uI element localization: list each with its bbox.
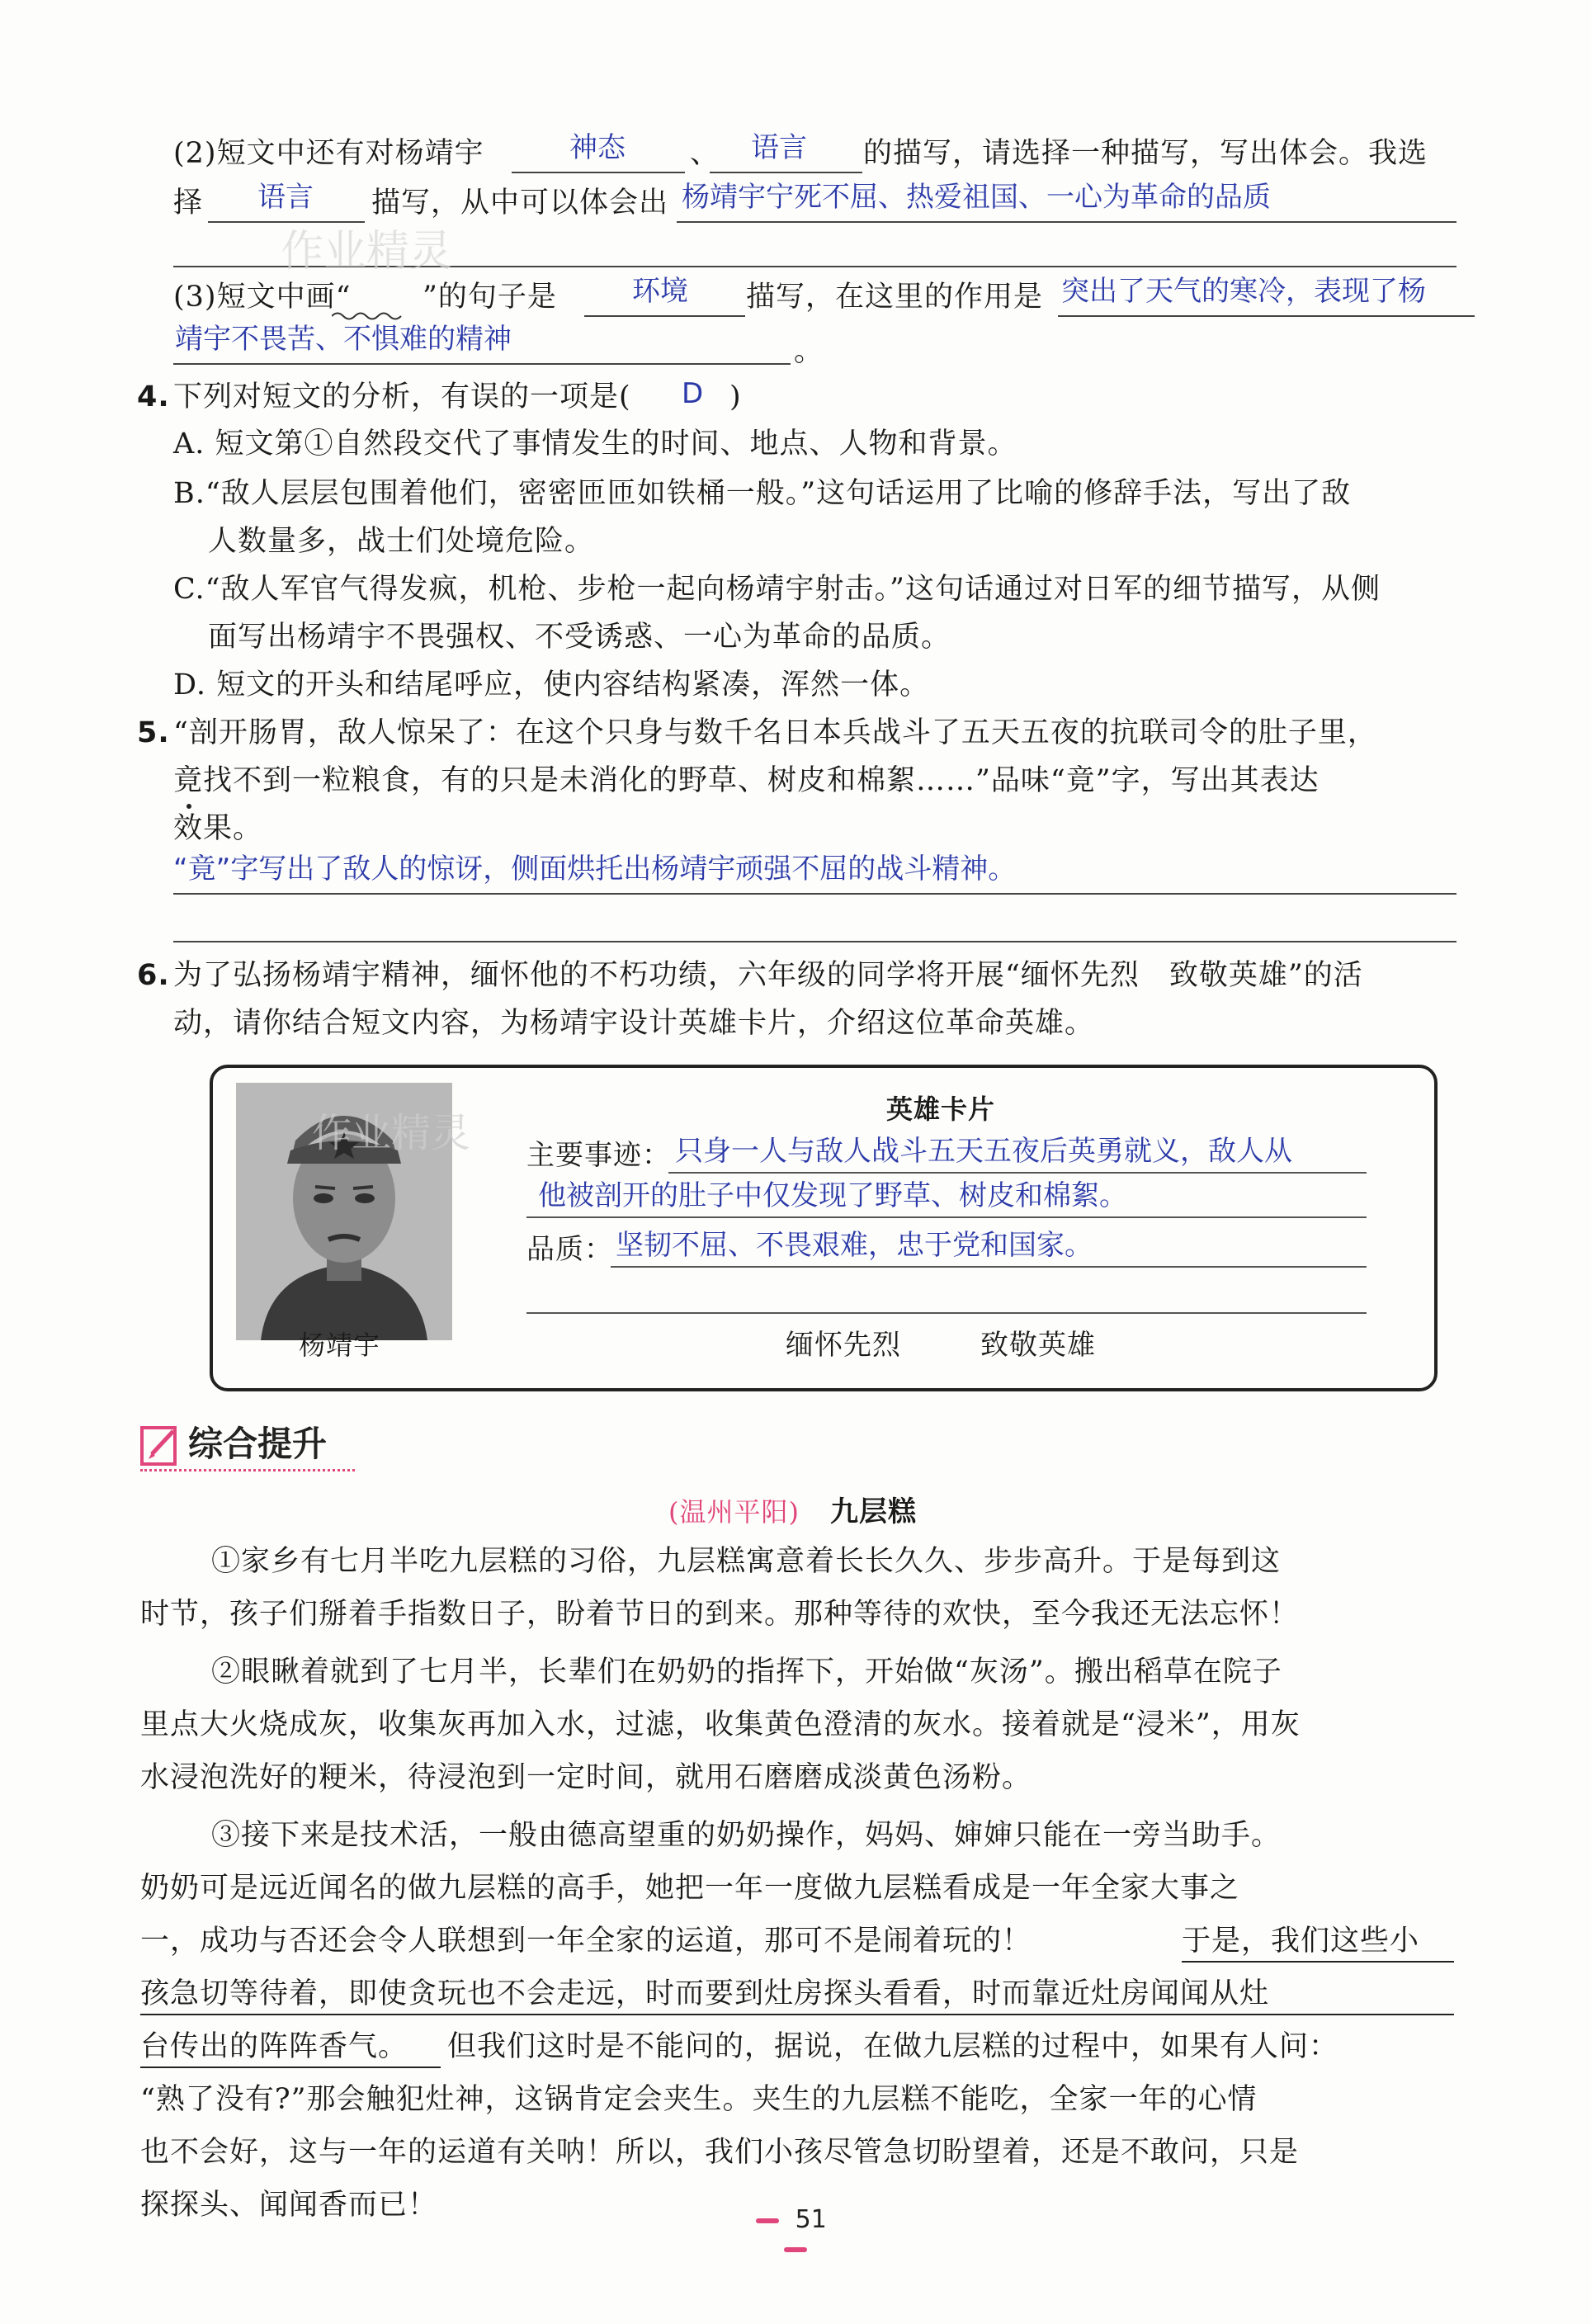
q4-option-c-cont: 面写出杨靖宇不畏强权、不受诱惑、一心为革命的品质。 — [208, 621, 951, 654]
card-footer-2: 致敬英雄 — [980, 1329, 1096, 1362]
q3-3-line1-b: ”的句子是 — [423, 281, 557, 314]
q5-line1: “剖开肠胃，敌人惊呆了：在这个只身与数千名日本兵战斗了五天五夜的抗联司令的肚子里， — [173, 716, 1377, 749]
q5-number: 5. — [137, 716, 170, 749]
section-title: 综合提升 — [188, 1424, 328, 1464]
quality-answer: 坚韧不屈、不畏艰难，忠于党和国家。 — [616, 1229, 1093, 1262]
passage-line: 但我们这时是不能问的，据说，在做九层糕的过程中，如果有人问： — [447, 2030, 1339, 2063]
answer-blank — [173, 893, 1456, 895]
q6-number: 6. — [137, 959, 170, 992]
answer-blank — [526, 1216, 1367, 1218]
passage-line: 也不会好，这与一年的运道有关呐！所以，我们小孩尽管急切盼望着，还是不敢问，只是 — [140, 2136, 1300, 2169]
quality-label: 品质： — [526, 1233, 613, 1266]
q4-answer: D — [682, 377, 704, 410]
passage-line: 时节，孩子们掰着手指数日子，盼着节日的到来。那种等待的欢快，至今我还无法忘怀！ — [140, 1598, 1300, 1631]
passage-line: 里点大火烧成灰，收集灰再加入水，过滤，收集黄色澄清的灰水。接着就是“浸米”，用灰 — [140, 1708, 1301, 1741]
section-underline — [140, 1469, 355, 1471]
answer-blank — [677, 221, 1456, 223]
answer-text: 神态 — [569, 131, 626, 164]
page-number-dash — [784, 2247, 807, 2252]
passage-line: ②眼瞅着就到了七月半，长辈们在奶奶的指挥下，开始做“灰汤”。搬出稻草在院子 — [211, 1656, 1282, 1689]
answer-text: 靖宇不畏苦、不惧难的精神 — [175, 323, 512, 356]
passage-line: 一，成功与否还会令人联想到一年全家的运道，那可不是闹着玩的！ — [140, 1925, 1032, 1958]
answer-text: 语言 — [751, 131, 807, 164]
hero-card-title: 英雄卡片 — [886, 1094, 996, 1125]
passage-line-underlined: 孩急切等待着，即使贪玩也不会走远，时而要到灶房探头看看，时而靠近灶房闻闻从灶 — [140, 1977, 1270, 2010]
q4-option-d: D. 短文的开头和结尾呼应，使内容结构紧凑，浑然一体。 — [173, 668, 930, 701]
page-number-text: 51 — [795, 2205, 827, 2234]
q6-line2: 动，请你结合短文内容，为杨靖宇设计英雄卡片，介绍这位革命英雄。 — [173, 1007, 1095, 1040]
section-header — [140, 1418, 363, 1476]
q3-2-line2-b: 描写，从中可以体会出 — [371, 187, 669, 220]
q4-stem-end: ) — [729, 380, 742, 413]
answer-blank — [668, 1172, 1367, 1174]
answer-text: 语言 — [257, 181, 314, 214]
passage-source: (温州平阳) — [668, 1496, 800, 1528]
answer-text: 环境 — [632, 275, 688, 308]
q4-option-b-cont: 人数量多，战士们处境危险。 — [208, 525, 595, 558]
passage-line: 奶奶可是远近闻名的做九层糕的高手，她把一年一度做九层糕看成是一年全家大事之 — [140, 1872, 1240, 1905]
q4-option-a: A. 短文第①自然段交代了事情发生的时间、地点、人物和背景。 — [173, 427, 1017, 461]
q5-line2: 竟找不到一粒粮食，有的只是未消化的野草、树皮和棉絮……”品味“竟”字，写出其表达 — [173, 764, 1320, 797]
deeds-answer-2: 他被剖开的肚子中仅发现了野草、树皮和棉絮。 — [538, 1179, 1127, 1212]
passage-line: 探探头、闻闻香而已！ — [140, 2189, 438, 2222]
answer-blank — [584, 315, 745, 317]
q5-line3: 效果。 — [173, 812, 263, 845]
pencil-icon — [140, 1423, 182, 1467]
passage-line-underlined: 台传出的阵阵香气。 — [140, 2030, 408, 2063]
answer-blank — [173, 363, 791, 365]
deeds-answer-1: 只身一人与敌人战斗五天五夜后英勇就义，敌人从 — [675, 1135, 1292, 1168]
passage-line: “熟了没有?”那会触犯灶神，这锅肯定会夹生。夹生的九层糕不能吃，全家一年的心情 — [140, 2083, 1258, 2116]
passage-line: ①家乡有七月半吃九层糕的习俗，九层糕寓意着长长久久、步步高升。于是每到这 — [211, 1545, 1282, 1578]
answer-blank — [1058, 315, 1475, 317]
watermark: 作业精灵 — [281, 227, 453, 276]
q3-3-line1-a: (3)短文中画“ — [173, 281, 352, 314]
card-footer-1: 缅怀先烈 — [786, 1329, 901, 1362]
q4-option-c: C.“敌人军官气得发疯，机枪、步枪一起向杨靖宇射击。”这句话通过对日军的细节描写，从侧 — [173, 573, 1381, 606]
passage-line: ③接下来是技术活，一般由德高望重的奶奶操作，妈妈、婶婶只能在一旁当助手。 — [211, 1819, 1282, 1852]
answer-blank — [710, 172, 862, 173]
page-number-dash — [756, 2218, 779, 2223]
q3-2-sep: 、 — [690, 137, 720, 170]
passage-underline — [1182, 1961, 1454, 1963]
passage-underline — [140, 2067, 441, 2068]
watermark: 作业精灵 — [312, 1110, 471, 1156]
answer-blank — [526, 1312, 1367, 1314]
answer-blank — [512, 172, 685, 173]
q4-option-b: B.“敌人层层包围着他们，密密匝匝如铁桶一般。”这句话运用了比喻的修辞手法，写出了敌 — [173, 477, 1352, 510]
q3-3-line1-c: 描写，在这里的作用是 — [746, 281, 1044, 314]
answer-text: 突出了天气的寒冷，表现了杨 — [1061, 275, 1426, 308]
passage-title: 九层糕 — [830, 1495, 917, 1528]
hero-card — [210, 1065, 1438, 1391]
q4-number: 4. — [137, 380, 170, 413]
q3-2-line1-b: 的描写，请选择一种描写，写出体会。我选 — [863, 137, 1428, 170]
q6-line1: 为了弘扬杨靖宇精神，缅怀他的不朽功绩，六年级的同学将开展“缅怀先烈 致敬英雄”的活 — [173, 959, 1363, 992]
passage-line: 水浸泡洗好的粳米，待浸泡到一定时间，就用石磨磨成淡黄色汤粉。 — [140, 1761, 1032, 1794]
answer-blank — [173, 941, 1456, 942]
q3-2-line2-a: 择 — [173, 187, 204, 220]
answer-blank — [611, 1266, 1367, 1268]
page-number — [743, 2205, 848, 2263]
answer-text: 杨靖宇宁死不屈、热爱祖国、一心为革命的品质 — [682, 181, 1271, 214]
q5-answer: “竟”字写出了敌人的惊讶，侧面烘托出杨靖宇顽强不屈的战斗精神。 — [173, 853, 1017, 886]
q4-stem: 下列对短文的分析，有误的一项是( — [173, 380, 631, 413]
passage-underline — [140, 2014, 1454, 2015]
q3-2-line1-a: (2)短文中还有对杨靖宇 — [173, 137, 484, 170]
q3-3-period: 。 — [794, 335, 824, 368]
passage-line-underlined: 于是，我们这些小 — [1182, 1925, 1420, 1958]
photo-caption: 杨靖宇 — [299, 1330, 381, 1361]
deeds-label: 主要事迹： — [526, 1139, 671, 1172]
